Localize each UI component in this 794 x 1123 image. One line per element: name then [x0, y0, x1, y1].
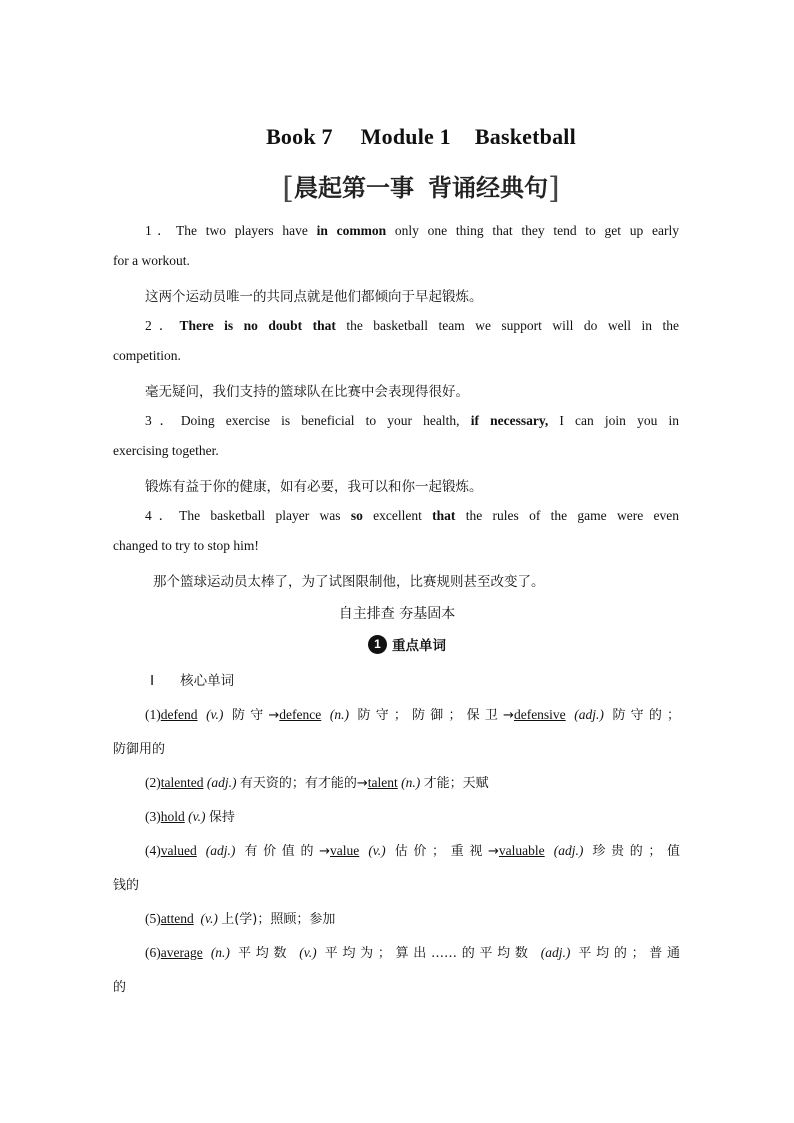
core-words-label: 核心单词 — [180, 673, 235, 689]
sentence-2-line2: competition. — [113, 348, 181, 363]
title-module: Module 1 — [360, 124, 451, 149]
subtitle — [0, 168, 794, 206]
sentence-1-line1: 1．The two players have in common only one thing that they tend to get up early — [145, 223, 680, 238]
title-book: Book 7 — [266, 124, 333, 149]
vocab-item-4-wrap: 钱的 — [113, 878, 140, 893]
sentence-1-translation: 这两个运动员唯一的共同点就是他们都倾向于早起锻炼。 — [145, 289, 483, 305]
vocab-item-6-wrap: 的 — [113, 980, 127, 995]
vocab-item-1: (1)defend (v.) 防守→defence (n.) 防守；防御；保卫→defensive (adj.) 防守的； — [145, 707, 681, 723]
vocab-item-4: (4)valued (adj.) 有价值的→value (v.) 估价；重视→valuable (adj.) 珍贵的；值 — [145, 843, 681, 859]
sentence-3-line1: 3．Doing exercise is beneficial to your health, if necessary, I can join you in — [145, 413, 679, 428]
sentence-1-line2: for a workout. — [113, 253, 190, 268]
sentence-4-line2: changed to try to stop him! — [113, 538, 259, 553]
page-title — [0, 124, 794, 150]
vocab-item-1-wrap: 防御用的 — [113, 742, 166, 757]
vocab-item-2: (2)talented (adj.) 有天资的；有才能的→talent (n.) 才能；天赋 — [145, 775, 489, 791]
sentence-2-line1: 2．There is no doubt that the basketball team we support will do well in the — [145, 318, 679, 333]
core-words-heading — [150, 669, 234, 690]
vocab-item-6: (6)average (n.) 平均数 (v.) 平均为；算出……的平均数 (adj.) 平均的；普通 — [145, 945, 680, 961]
sentence-4-line1: 4．The basketball player was so excellent that the rules of the game were even — [145, 508, 680, 523]
roman-numeral: Ⅰ — [150, 674, 155, 689]
sentence-4-translation: 那个篮球运动员太棒了，为了试图限制他，比赛规则甚至改变了。 — [153, 574, 545, 590]
subtitle-left: 晨起第一事 — [294, 173, 414, 202]
key-words-label: 重点单词 — [392, 638, 446, 654]
left-bracket: [ — [282, 171, 294, 206]
sentence-3-line2: exercising together. — [113, 443, 219, 458]
key-words-heading — [368, 634, 446, 654]
vocab-item-3: (3)hold (v.) 保持 — [145, 809, 235, 825]
vocab-item-5: (5)attend (v.) 上(学)；照顾；参加 — [145, 911, 336, 927]
section-heading: 自主排查 夯基固本 — [338, 606, 456, 622]
sentence-2-translation: 毫无疑问，我们支持的篮球队在比赛中会表现得很好。 — [145, 384, 469, 400]
sentence-3-translation: 锻炼有益于你的健康，如有必要，我可以和你一起锻炼。 — [145, 479, 483, 495]
subtitle-right: 背诵经典句 — [428, 173, 548, 202]
number-badge-icon: 1 — [368, 635, 387, 654]
right-bracket: ] — [548, 171, 560, 206]
title-topic: Basketball — [474, 124, 576, 149]
